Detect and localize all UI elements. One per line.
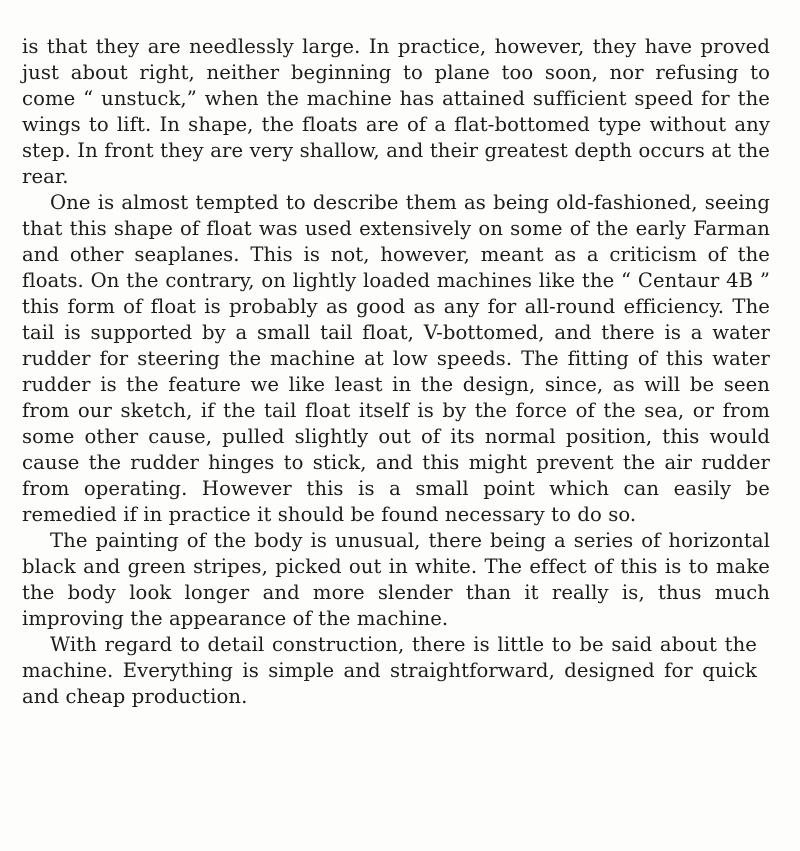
paragraph-body-painting: The painting of the body is unusual, there being a series of horizontal black and green stripes, picked out in white. The effect of this is to make the body look longer and more slender than it really is, thus much improving the appearance of the machine. — [22, 529, 770, 630]
paragraph-float-size: is that they are needlessly large. In practice, however, they have proved just about right, neither beginning to plane too soon, nor refusing to come “ unstuck,” when the machine has attained sufficient speed for the wings to lift. In shape, the floats are of a flat-bottomed type without any step. In front they are very shallow, and their greatest depth occurs at the rear. — [22, 35, 770, 188]
text-column — [22, 34, 770, 710]
paragraph-detail-construction: With regard to detail construction, there is little to be said about the machine. Everything is simple and straightforward, designed for quick and cheap production. — [22, 633, 757, 708]
paragraph-float-shape: One is almost tempted to describe them as being old-fashioned, seeing that this shape of float was used extensively on some of the early Farman and other seaplanes. This is not, however, meant as a criticism of the floats. On the contrary, on lightly loaded machines like the “ Centaur 4B ” this form of float is probably as good as any for all-round efficiency. The tail is supported by a small tail float, V-bottomed, and there is a water rudder for steering the machine at low speeds. The fitting of this water rudder is the feature we like least in the design, since, as will be seen from our sketch, if the tail float itself is by the force of the sea, or from some other cause, pulled slightly out of its normal position, this would cause the rudder hinges to stick, and this might prevent the air rudder from operating. However this is a small point which can easily be remedied if in practice it should be found necessary to do so. — [22, 191, 770, 526]
